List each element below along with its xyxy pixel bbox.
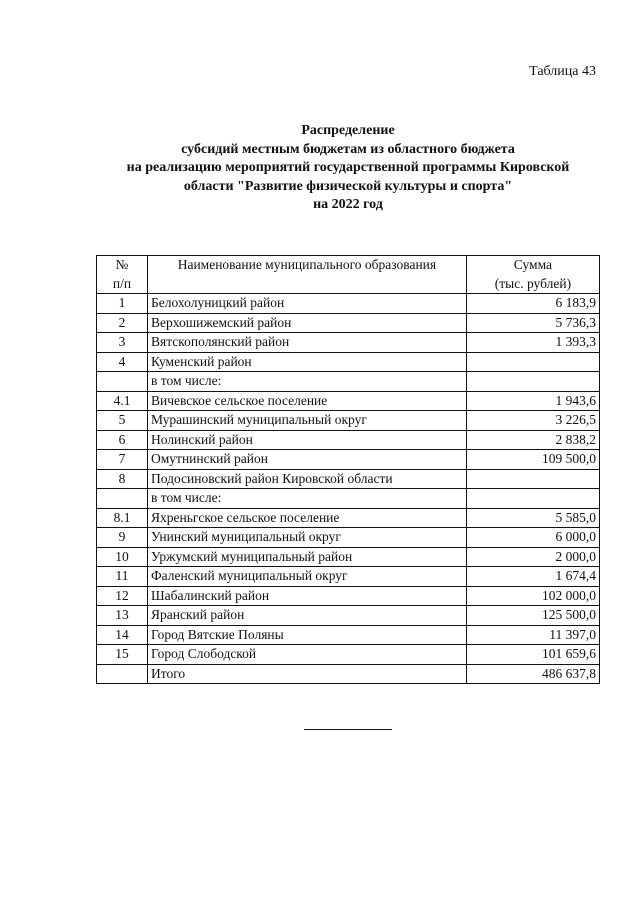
row-sum bbox=[466, 372, 599, 392]
row-sum: 109 500,0 bbox=[466, 450, 599, 470]
table-row bbox=[97, 430, 600, 450]
table-row bbox=[97, 547, 600, 567]
row-number bbox=[97, 372, 148, 392]
row-sum: 125 500,0 bbox=[466, 606, 599, 626]
header-sum bbox=[466, 256, 599, 294]
closing-separator-line bbox=[304, 729, 392, 730]
row-sum: 1 393,3 bbox=[466, 333, 599, 353]
row-number: 8 bbox=[97, 469, 148, 489]
table-row bbox=[97, 352, 600, 372]
row-sum: 3 226,5 bbox=[466, 411, 599, 431]
row-number: 6 bbox=[97, 430, 148, 450]
row-sum bbox=[466, 489, 599, 509]
row-municipality: Нолинский район bbox=[148, 430, 467, 450]
table-body bbox=[97, 294, 600, 684]
row-municipality: Мурашинский муниципальный округ bbox=[148, 411, 467, 431]
row-sum: 5 736,3 bbox=[466, 313, 599, 333]
row-number: 10 bbox=[97, 547, 148, 567]
table-row bbox=[97, 489, 600, 509]
title-line-3: на реализацию мероприятий государственной программы Кировской bbox=[126, 160, 570, 175]
row-sum: 101 659,6 bbox=[466, 645, 599, 665]
title-line-2: субсидий местным бюджетам из областного бюджета bbox=[181, 141, 515, 157]
row-sum: 5 585,0 bbox=[466, 508, 599, 528]
row-municipality: Шабалинский район bbox=[148, 586, 467, 606]
row-sum: 1 674,4 bbox=[466, 567, 599, 587]
table-row bbox=[97, 411, 600, 431]
row-number: 13 bbox=[97, 606, 148, 626]
table-number-label: Таблица 43 bbox=[529, 64, 596, 79]
row-municipality: Фаленский муниципальный округ bbox=[148, 567, 467, 587]
row-sum: 2 000,0 bbox=[466, 547, 599, 567]
table-header-row bbox=[97, 256, 600, 294]
row-number: 2 bbox=[97, 313, 148, 333]
table-row bbox=[97, 450, 600, 470]
row-sum: 102 000,0 bbox=[466, 586, 599, 606]
table-row bbox=[97, 645, 600, 665]
table-row bbox=[97, 372, 600, 392]
row-number: 9 bbox=[97, 528, 148, 548]
row-sum bbox=[466, 469, 599, 489]
row-number bbox=[97, 489, 148, 509]
table-row bbox=[97, 625, 600, 645]
row-sum: 1 943,6 bbox=[466, 391, 599, 411]
row-sum bbox=[466, 352, 599, 372]
row-municipality: Вятскополянский район bbox=[148, 333, 467, 353]
total-sum: 486 637,8 bbox=[466, 664, 599, 684]
row-number: 5 bbox=[97, 411, 148, 431]
distribution-table bbox=[96, 255, 600, 684]
row-number: 15 bbox=[97, 645, 148, 665]
header-municipality: Наименование муниципального образования bbox=[148, 256, 467, 294]
row-municipality: Верхошижемский район bbox=[148, 313, 467, 333]
row-number: 4.1 bbox=[97, 391, 148, 411]
row-number: 11 bbox=[97, 567, 148, 587]
row-municipality: Подосиновский район Кировской области bbox=[148, 469, 467, 489]
row-municipality: Куменский район bbox=[148, 352, 467, 372]
row-number: 14 bbox=[97, 625, 148, 645]
table-row bbox=[97, 586, 600, 606]
total-label: Итого bbox=[148, 664, 467, 684]
row-municipality: Город Слободской bbox=[148, 645, 467, 665]
row-municipality: в том числе: bbox=[148, 372, 467, 392]
header-number bbox=[97, 256, 148, 294]
table-row bbox=[97, 294, 600, 314]
title-line-5: на 2022 год bbox=[313, 197, 383, 212]
title-line-1: Распределение bbox=[301, 123, 395, 138]
row-number: 3 bbox=[97, 333, 148, 353]
header-number-symbol: № bbox=[115, 257, 129, 272]
row-sum: 2 838,2 bbox=[466, 430, 599, 450]
row-municipality: Омутнинский район bbox=[148, 450, 467, 470]
table-row bbox=[97, 606, 600, 626]
row-municipality: Яранский район bbox=[148, 606, 467, 626]
table-row bbox=[97, 567, 600, 587]
row-municipality: Город Вятские Поляны bbox=[148, 625, 467, 645]
row-number: 4 bbox=[97, 352, 148, 372]
table-row bbox=[97, 469, 600, 489]
table-row bbox=[97, 508, 600, 528]
row-municipality: Уржумский муниципальный район bbox=[148, 547, 467, 567]
document-title bbox=[96, 122, 600, 215]
row-sum: 11 397,0 bbox=[466, 625, 599, 645]
row-number: 8.1 bbox=[97, 508, 148, 528]
row-municipality: в том числе: bbox=[148, 489, 467, 509]
table-row bbox=[97, 333, 600, 353]
total-number bbox=[97, 664, 148, 684]
table-row bbox=[97, 313, 600, 333]
header-number-abbr: п/п bbox=[112, 275, 132, 291]
row-number: 12 bbox=[97, 586, 148, 606]
table-row bbox=[97, 528, 600, 548]
row-sum: 6 000,0 bbox=[466, 528, 599, 548]
title-line-4: области "Развитие физической культуры и спорта" bbox=[183, 178, 513, 194]
table-total-row bbox=[97, 664, 600, 684]
row-number: 1 bbox=[97, 294, 148, 314]
header-sum-title: Сумма bbox=[513, 257, 553, 272]
row-municipality: Яхреньгское сельское поселение bbox=[148, 508, 467, 528]
row-municipality: Вичевское сельское поселение bbox=[148, 391, 467, 411]
row-number: 7 bbox=[97, 450, 148, 470]
header-sum-unit: (тыс. рублей) bbox=[494, 275, 572, 291]
table-row bbox=[97, 391, 600, 411]
row-municipality: Белохолуницкий район bbox=[148, 294, 467, 314]
row-sum: 6 183,9 bbox=[466, 294, 599, 314]
row-municipality: Унинский муниципальный округ bbox=[148, 528, 467, 548]
